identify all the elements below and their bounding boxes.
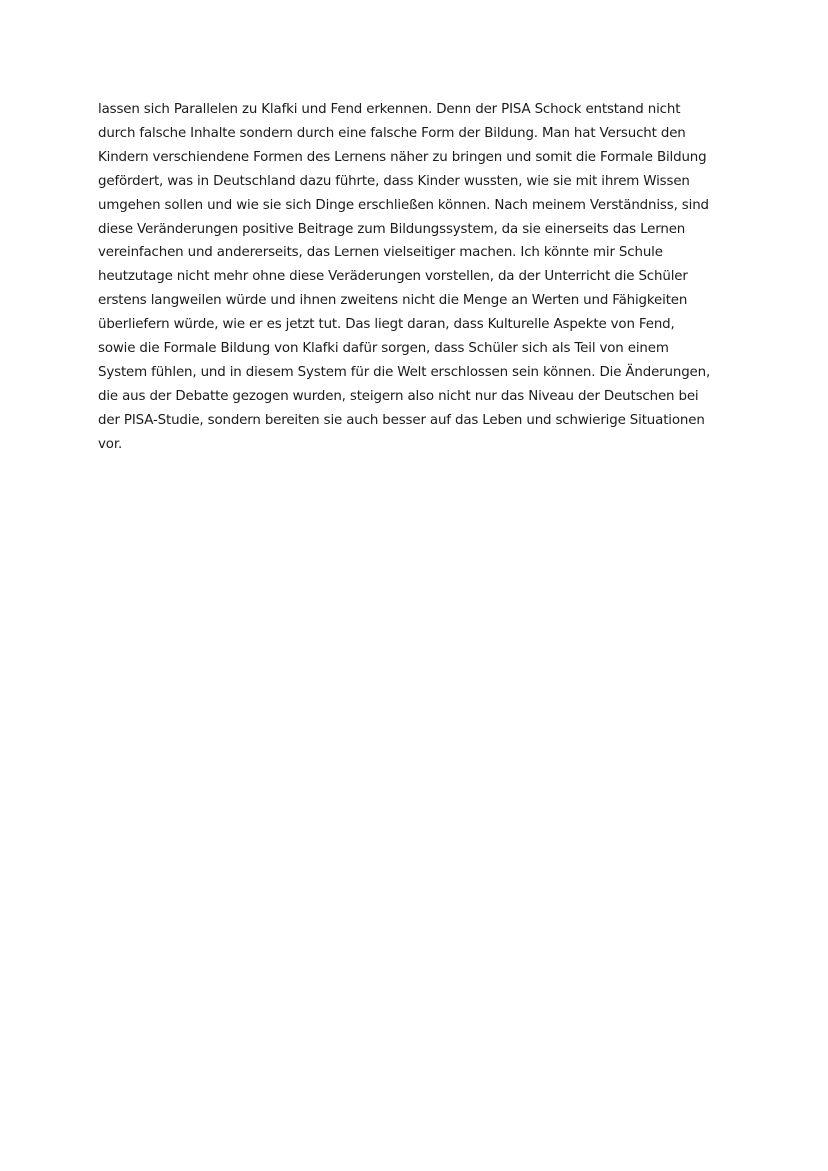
text-line: überliefern würde, wie er es jetzt tut. Das liegt daran, dass Kulturelle Aspekte von Fend, xyxy=(98,317,675,333)
text-line: heutzutage nicht mehr ohne diese Veräderungen vorstellen, da der Unterricht die Schüler xyxy=(98,269,688,285)
body-paragraph xyxy=(98,98,738,457)
text-line: die aus der Debatte gezogen wurden, steigern also nicht nur das Niveau der Deutschen bei xyxy=(98,388,699,404)
text-line: vereinfachen und andererseits, das Lernen vielseitiger machen. Ich könnte mir Schule xyxy=(98,245,663,261)
text-line: vor. xyxy=(98,436,123,452)
text-line: gefördert, was in Deutschland dazu führte, dass Kinder wussten, wie sie mit ihrem Wissen xyxy=(98,173,690,189)
text-line: System fühlen, und in diesem System für die Welt erschlossen sein können. Die Änderungen, xyxy=(98,364,711,380)
text-line: lassen sich Parallelen zu Klafki und Fend erkennen. Denn der PISA Schock entstand nicht xyxy=(98,102,681,117)
text-line: der PISA-Studie, sondern bereiten sie auch besser auf das Leben und schwierige Situationen xyxy=(98,412,705,428)
text-line: durch falsche Inhalte sondern durch eine falsche Form der Bildung. Man hat Versucht den xyxy=(98,125,686,141)
text-line: diese Veränderungen positive Beitrage zum Bildungssystem, da sie einerseits das Lernen xyxy=(98,221,686,237)
text-line: sowie die Formale Bildung von Klafki dafür sorgen, dass Schüler sich als Teil von einem xyxy=(98,341,669,357)
text-line: umgehen sollen und wie sie sich Dinge erschließen können. Nach meinem Verständniss, sind xyxy=(98,197,709,213)
text-line: erstens langweilen würde und ihnen zweitens nicht die Menge an Werten und Fähigkeiten xyxy=(98,293,688,309)
text-line: Kindern verschiendene Formen des Lernens näher zu bringen und somit die Formale Bildung xyxy=(98,149,707,165)
